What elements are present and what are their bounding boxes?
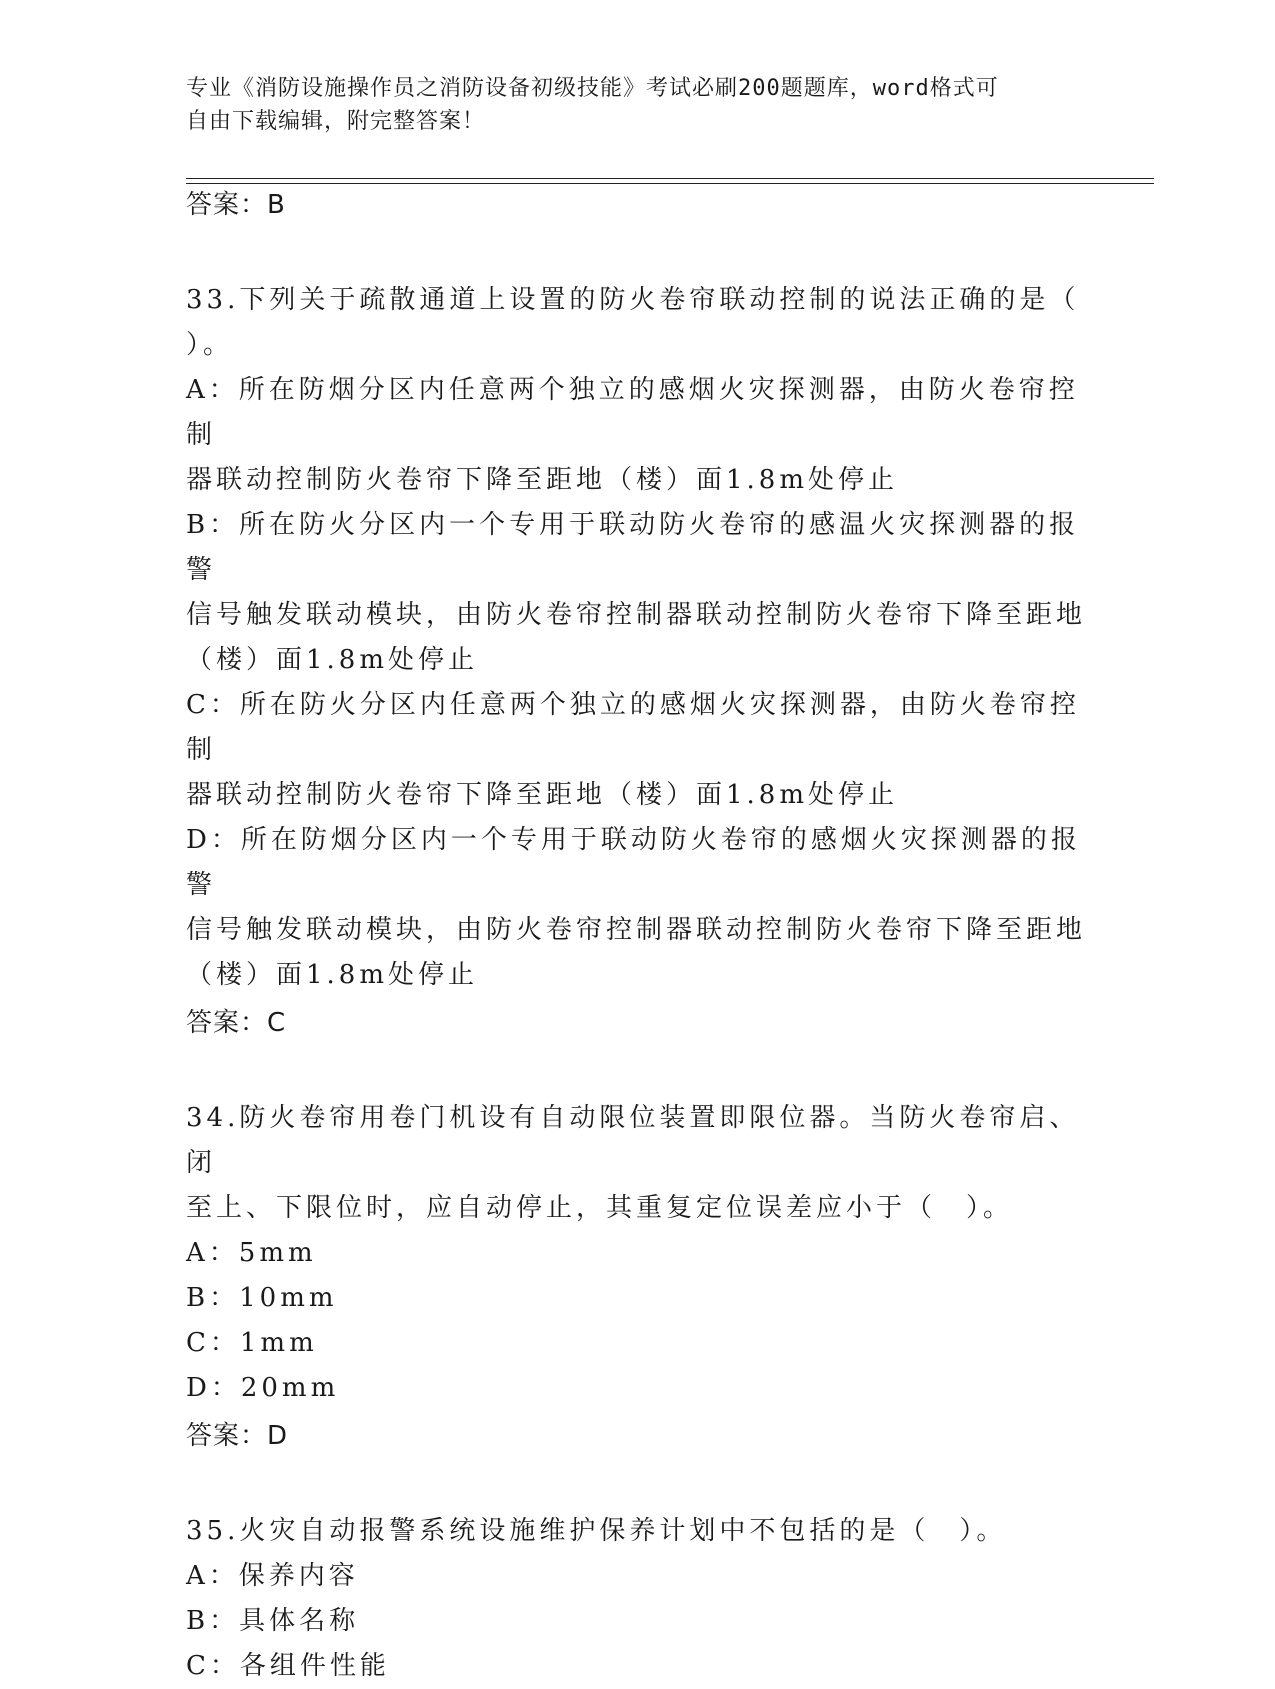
header-line-2: 自由下载编辑，附完整答案！ [186, 109, 486, 134]
option-c-cont: 器联动控制防火卷帘下降至距地（楼）面1.8m处停止 [186, 780, 899, 810]
header-divider-bottom [186, 183, 1154, 184]
page-header [186, 72, 1086, 138]
option-b: B：10mm [186, 1283, 338, 1313]
question-stem: 33.下列关于疏散通道上设置的防火卷帘联动控制的说法正确的是（ [186, 285, 1080, 315]
option-a: A：保养内容 [186, 1561, 359, 1591]
answer-33: 答案：C [186, 1008, 287, 1038]
answer-34: 答案：D [186, 1421, 289, 1451]
document-body [186, 188, 1106, 1689]
previous-answer: 答案：B [186, 190, 286, 220]
option-c: C：所在防火分区内任意两个独立的感烟火灾探测器，由防火卷帘控制 [186, 690, 1080, 765]
option-c: C：各组件性能 [186, 1651, 390, 1681]
option-b-cont: 信号触发联动模块，由防火卷帘控制器联动控制防火卷帘下降至距地 [186, 600, 1087, 630]
option-b: B：具体名称 [186, 1606, 360, 1636]
question-stem: 至上、下限位时，应自动停止，其重复定位误差应小于（ ）。 [186, 1193, 1014, 1223]
option-d: D：20mm [186, 1373, 340, 1403]
header-divider-top [186, 178, 1154, 179]
question-stem: 35.火灾自动报警系统设施维护保养计划中不包括的是（ ）。 [186, 1516, 1007, 1546]
option-d-cont: （楼）面1.8m处停止 [186, 960, 479, 990]
option-a: A：5mm [186, 1238, 317, 1268]
option-b-cont: （楼）面1.8m处停止 [186, 645, 479, 675]
question-35 [186, 1509, 1106, 1689]
question-stem: ）。 [186, 330, 234, 360]
option-b: B：所在防火分区内一个专用于联动防火卷帘的感温火灾探测器的报警 [186, 510, 1080, 585]
question-33 [186, 278, 1106, 998]
option-d-cont: 信号触发联动模块，由防火卷帘控制器联动控制防火卷帘下降至距地 [186, 915, 1087, 945]
option-a-cont: 器联动控制防火卷帘下降至距地（楼）面1.8m处停止 [186, 465, 899, 495]
option-a: A：所在防烟分区内任意两个独立的感烟火灾探测器，由防火卷帘控制 [186, 375, 1079, 450]
option-d: D：所在防烟分区内一个专用于联动防火卷帘的感烟火灾探测器的报警 [186, 825, 1081, 900]
header-line-1: 专业《消防设施操作员之消防设备初级技能》考试必刷200题题库，word格式可 [186, 76, 999, 101]
question-34 [186, 1096, 1106, 1411]
question-stem: 34.防火卷帘用卷门机设有自动限位装置即限位器。当防火卷帘启、闭 [186, 1103, 1080, 1178]
option-c: C：1mm [186, 1328, 318, 1358]
